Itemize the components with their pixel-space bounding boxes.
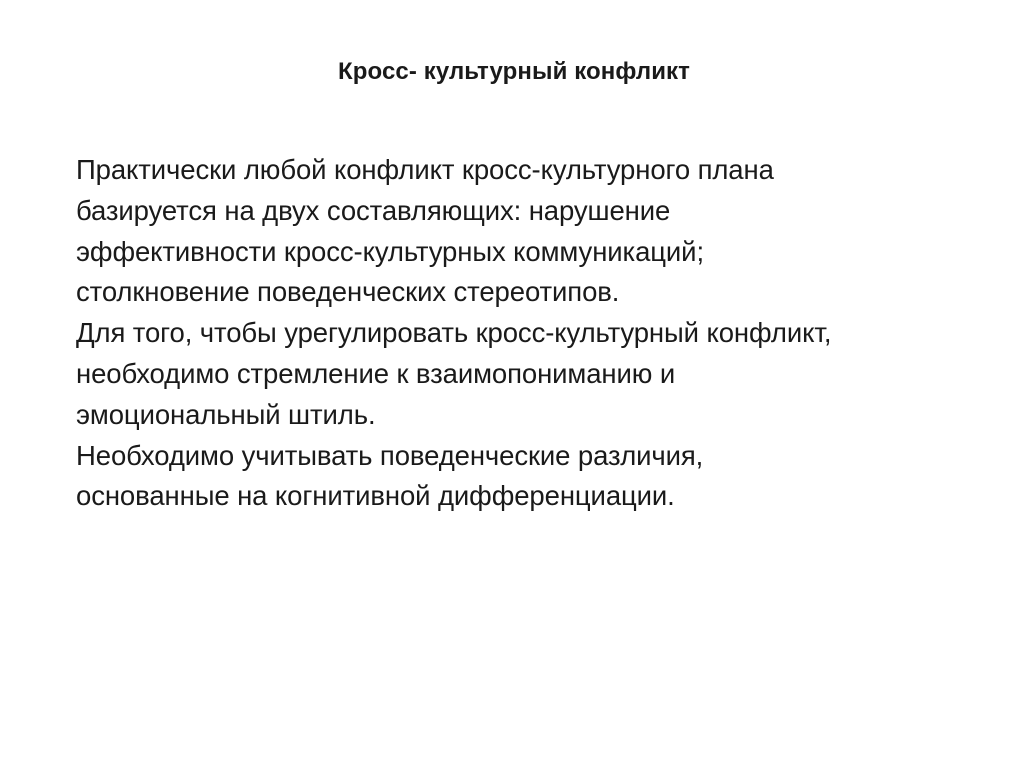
body-line: базируется на двух составляющих: нарушение xyxy=(76,194,671,226)
body-line: Для того, чтобы урегулировать кросс-культурный конфликт, xyxy=(76,317,832,349)
body-line: необходимо стремление к взаимопониманию и xyxy=(76,357,676,389)
body-line: основанные на когнитивной дифференциации. xyxy=(76,480,675,512)
slide-title: Кросс- культурный конфликт xyxy=(338,58,691,85)
body-line: эффективности кросс-культурных коммуникаций; xyxy=(76,235,704,267)
body-line: Необходимо учитывать поведенческие различия, xyxy=(76,439,704,471)
body-line: эмоциональный штиль. xyxy=(76,398,376,430)
body-line: Практически любой конфликт кросс-культурного плана xyxy=(76,154,774,185)
slide-body xyxy=(76,150,996,517)
body-line: столкновение поведенческих стереотипов. xyxy=(76,276,620,308)
